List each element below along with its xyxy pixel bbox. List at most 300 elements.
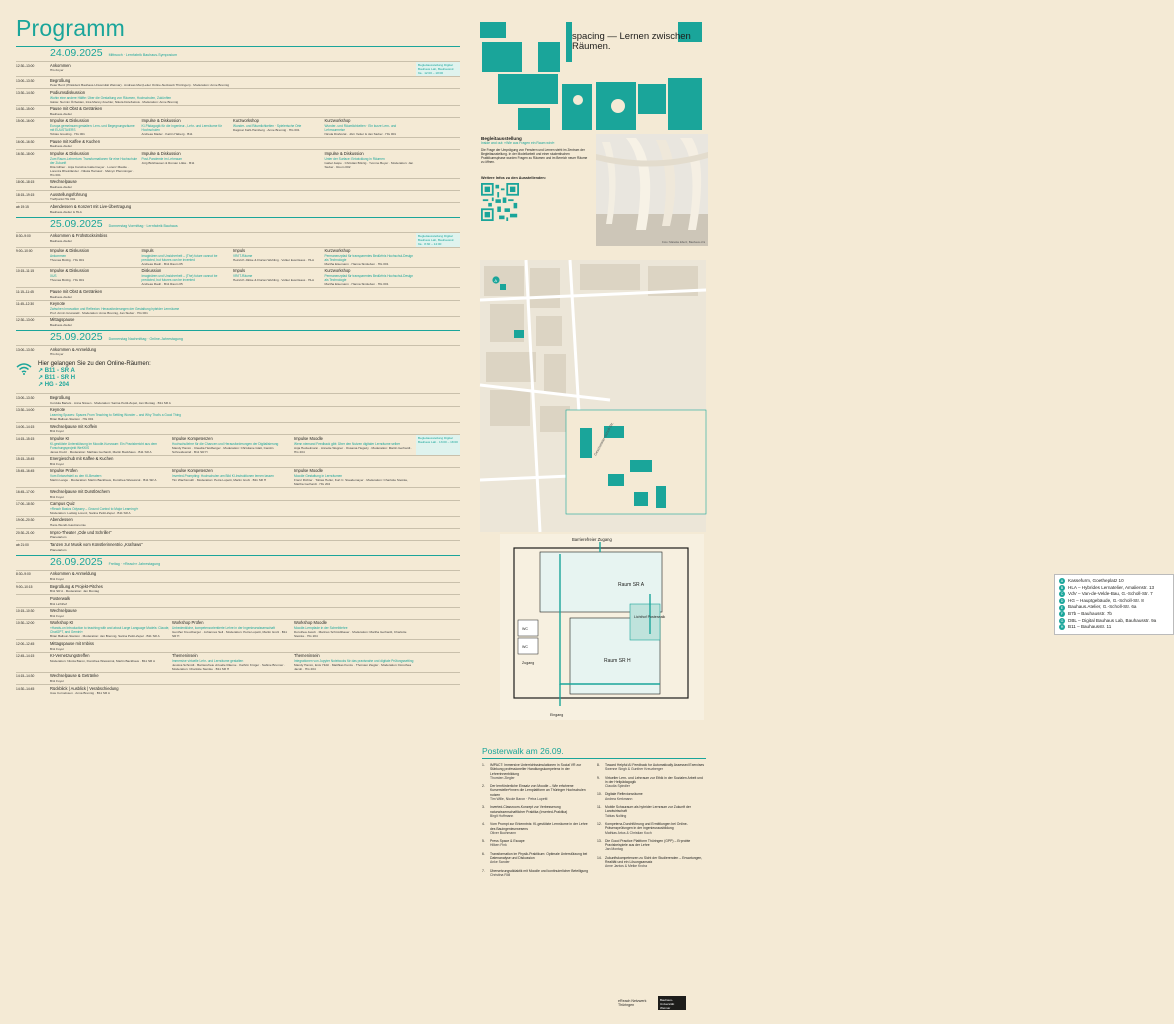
session-cells <box>50 248 416 267</box>
time-slot: 12:30–13:00 <box>16 318 35 323</box>
poster-authors: Oliver Buchmann <box>490 830 517 835</box>
session-cells <box>50 346 416 357</box>
poster-item <box>482 869 591 878</box>
legend-label: B7b – Bauhausstr. 7b <box>1068 610 1112 616</box>
zugang-label: Zugang <box>522 661 535 665</box>
session[interactable] <box>172 468 294 487</box>
session-title: Impuls <box>233 248 246 254</box>
side-spacer <box>416 191 460 202</box>
session-title: Podiumsdiskussion <box>50 89 86 95</box>
poster-body <box>605 792 643 801</box>
session-title: Pause mit Obst & Getränken <box>50 288 103 294</box>
session[interactable] <box>50 248 142 267</box>
session[interactable] <box>50 268 142 287</box>
session-title: Wechselpause <box>50 608 77 614</box>
posterwalk <box>482 746 706 881</box>
session-cells <box>50 317 416 328</box>
session-title: Wechselpause <box>50 179 77 185</box>
schedule-row <box>16 528 460 540</box>
poster-number: 10. <box>597 792 602 797</box>
session-meta: Tobias Greuling · HG 001 <box>50 132 85 137</box>
poster-item <box>597 763 706 772</box>
floorplan-b11 <box>500 534 704 720</box>
session[interactable] <box>142 118 234 137</box>
side-spacer <box>416 653 460 672</box>
session[interactable] <box>325 268 417 287</box>
day-date: 25.09.2025 <box>50 217 103 230</box>
time-slot: 10:30–12:00 <box>16 621 35 626</box>
posterwalk-right <box>597 763 706 881</box>
session-cells <box>50 685 416 696</box>
session-subtitle: Inverted-Prompting: Hochschulen am Bild KI-Instruktionen lernen lassen <box>172 474 274 479</box>
session-title: Posterwalk <box>50 595 71 601</box>
schedule-row <box>16 232 460 247</box>
session-meta: B11 Foyer <box>50 494 65 499</box>
session-title: Impulse & Diskussion <box>50 118 90 124</box>
session[interactable] <box>294 653 416 672</box>
session-meta: B11 SR A · Moderation: Jan Montag <box>50 589 100 594</box>
session[interactable] <box>172 653 294 672</box>
session[interactable] <box>50 488 416 499</box>
session-meta: Nicola Drahozal · Jörn Vetter & Jan Sieber · HG 001 <box>324 132 397 137</box>
poster-authors: Andrea Kerkmann <box>605 796 633 801</box>
time-slot: 18:15–19:15 <box>16 192 35 197</box>
poster-body <box>605 776 706 789</box>
session[interactable] <box>233 268 325 287</box>
session-title: Keynote <box>50 301 66 307</box>
session[interactable] <box>325 118 417 137</box>
side-spacer <box>416 541 460 552</box>
session-meta: Mandy Hamm · Claudia Heidberger · Moderation: Christiane Glatt, Carolin Schneidewind · B11 SR H <box>172 445 274 454</box>
legend-label: B11 – Bauhausstr. 11 <box>1068 624 1112 630</box>
poster-authors: Tim Wille, Nicole Baron · Petra Lupetti <box>490 797 548 802</box>
session-meta: Brian Ballsun-Stanton · HG 001 <box>50 417 94 422</box>
session-title: Keynote <box>50 407 66 413</box>
poster-authors: Anke Sander <box>490 860 510 865</box>
online-rooms-box <box>16 357 460 393</box>
side-spacer <box>416 529 460 540</box>
session-title: Impulse & Diskussion <box>50 150 90 156</box>
time-slot: 14:30–14:45 <box>16 686 35 691</box>
posterwalk-title: Posterwalk am 26.09. <box>482 746 706 759</box>
session[interactable] <box>50 653 172 672</box>
session[interactable] <box>50 150 142 177</box>
schedule-row <box>16 570 460 582</box>
session-cells <box>50 407 416 422</box>
session-subtitle: »Reach Basics Odyssey – Ground Control to Major Learning!« <box>50 506 139 511</box>
time-slot <box>16 595 50 606</box>
session-cells <box>50 583 416 594</box>
schedule-row <box>16 467 460 487</box>
exhibition-info <box>481 136 591 226</box>
poster-body <box>605 822 706 835</box>
side-spacer <box>416 179 460 190</box>
session-subtitle: Immersive virtuelle Lehr- und Lernräume gestalten <box>172 658 244 663</box>
session-meta: Peter Benz (Präsident Bauhaus-Universität Weimar) · Andreas Mai (Leiter Online-Netzwerk Thüringen) · Moderation: Anne Brennig <box>50 83 230 88</box>
session-meta: B11 Foyer <box>50 646 65 651</box>
session-title: Ankommen & Frühstücksimbiss <box>50 233 108 239</box>
session-cells <box>50 423 416 434</box>
poster-title: Zukunftskompetenzen zu Sicht der Studierenden – Erwartungen, Realität und ein Lösungsansatz <box>605 855 703 865</box>
session[interactable] <box>50 583 416 594</box>
legend-item[interactable] <box>1059 585 1169 592</box>
schedule-row <box>16 672 460 684</box>
session[interactable] <box>50 62 416 76</box>
session-meta: Andreas Rauh · B11 Raum 05 <box>141 261 183 266</box>
lichthof-label: Lichthof Posterwalk <box>634 615 666 619</box>
poster-item <box>597 776 706 789</box>
session[interactable] <box>50 179 416 190</box>
session-meta: Prof. Armin Grunwald · Moderation: Anne Brennig, Jan Sieber · HG 001 <box>50 310 148 315</box>
day-header <box>16 47 460 61</box>
session[interactable] <box>294 620 416 639</box>
session[interactable] <box>233 248 325 267</box>
session-cells <box>50 620 416 639</box>
session[interactable] <box>50 407 416 422</box>
day-header <box>16 218 460 232</box>
session-meta: Bauhaus-Atelier <box>50 111 73 116</box>
session-subtitle: Integrationen von Jupyter Notebooks für das praxisnahe und digitale Prüfungssetting <box>294 658 414 663</box>
day-subtitle: Donnerstag Vormittag · Lernfabrik Bauhaus <box>108 223 178 228</box>
session[interactable] <box>50 118 142 137</box>
session[interactable] <box>50 673 416 684</box>
session-meta: Cordula Bartels · Anna Nissen · Moderation: Sarina Pettit-Zepel, Jan Montag · B11 SR A <box>50 400 171 405</box>
schedule-row <box>16 61 460 76</box>
session[interactable] <box>50 288 416 299</box>
side-spacer <box>416 301 460 316</box>
schedule-row <box>16 455 460 467</box>
poster-number: 11. <box>597 805 602 810</box>
session[interactable] <box>50 394 416 405</box>
schedule-row <box>16 117 460 137</box>
poster-authors: Thorsten Ziegler <box>490 775 515 780</box>
session-title: Rückblick | Ausblick | Verabschiedung <box>50 685 119 691</box>
session-title: Wechselpause mit Koffein <box>50 423 98 429</box>
program <box>16 14 460 696</box>
session-meta: B11 Foyer <box>50 679 65 684</box>
session[interactable] <box>294 468 416 487</box>
exhibition-photo <box>596 134 708 246</box>
session[interactable] <box>50 191 416 202</box>
session-cells <box>50 653 416 672</box>
session[interactable] <box>142 268 234 287</box>
schedule-row <box>16 88 460 104</box>
session[interactable] <box>233 150 325 177</box>
session-title: Begrüßung <box>50 394 71 400</box>
side-spacer <box>416 423 460 434</box>
side-spacer <box>416 640 460 651</box>
side-spacer <box>416 77 460 88</box>
time-slot: 15:45–16:45 <box>16 469 35 474</box>
poster-item <box>482 839 591 848</box>
schedule-row <box>16 202 460 214</box>
session-title: Impulse Moodle <box>294 468 323 474</box>
session-title: Begrüßung & Projekt-Pitches <box>50 583 103 589</box>
session[interactable] <box>50 435 172 454</box>
schedule-row <box>16 607 460 619</box>
floorplan-drawing <box>500 534 704 720</box>
poster-number: 1. <box>482 763 485 767</box>
session-title: Impulse & Diskussion <box>141 118 181 124</box>
time-slot: 16:45–17:00 <box>16 489 35 494</box>
session-cells <box>50 268 416 287</box>
poster-number: 6. <box>482 851 485 856</box>
online-room-link[interactable]: ↗ B11 - SR A <box>38 368 75 375</box>
session-title: Diskussion <box>141 268 162 274</box>
schedule-row <box>16 406 460 422</box>
schedule-row <box>16 487 460 499</box>
time-slot: 13:00–13:30 <box>16 78 35 83</box>
poster-item <box>482 852 591 865</box>
time-slot: 13:30–14:00 <box>16 408 35 413</box>
session[interactable] <box>172 620 294 639</box>
legend-label: Bauhaus.Atelier, G.-Scholl-Str. 6a <box>1068 604 1137 610</box>
floorplan-entrance-label: Barrierefreier Zugang <box>572 537 612 542</box>
time-slot: 12:00–12:45 <box>16 641 35 646</box>
schedule-row <box>16 652 460 672</box>
session[interactable] <box>50 138 416 149</box>
legend-item[interactable] <box>1059 598 1169 605</box>
session-title: Tanzen zur Musik vom Künstlerinnentrio „Krafraws“ <box>50 541 143 547</box>
poster-number: 4. <box>482 822 485 827</box>
session[interactable] <box>50 501 416 516</box>
session-cells <box>50 608 416 619</box>
session-meta: B11 Foyer <box>50 613 65 618</box>
legend-label: Kassefurm, Goetheplatz 10 <box>1068 578 1124 583</box>
time-slot: 16:30–18:00 <box>16 151 35 156</box>
poster-authors: Hilken Fink <box>490 843 507 848</box>
time-slot: 9:00–10:00 <box>16 249 33 254</box>
time-slot: 10:15–10:30 <box>16 609 35 614</box>
svg-text:A: A <box>494 277 498 283</box>
session[interactable] <box>50 301 416 316</box>
time-slot: 14:00–14:15 <box>16 424 35 429</box>
poster-body <box>490 869 588 878</box>
poster-authors: Jan Montag <box>605 847 623 852</box>
day-section <box>16 555 460 697</box>
time-slot: 19:00–20:30 <box>16 518 35 523</box>
qr-code-icon[interactable] <box>481 183 519 221</box>
legend-badge: H <box>1060 625 1064 630</box>
session-subtitle: Wenn niemand Feedback gibt: Über den Nutzen digitaler Lernräume selber <box>294 441 401 446</box>
session[interactable] <box>50 541 416 552</box>
session-title: Impulse & Diskussion <box>50 248 90 254</box>
session-meta: Tim Wachsmuth · Moderation: Petra Lupetti, Martin Groß · B11 SR H <box>172 478 267 483</box>
wc-label-1: WC <box>522 627 528 631</box>
legend-item[interactable] <box>1059 618 1169 625</box>
poster-number: 3. <box>482 805 485 810</box>
session[interactable] <box>142 150 234 177</box>
schedule-row <box>16 105 460 117</box>
session-subtitle: Moodle-Lernpfade in der Schreiblehre <box>294 626 348 631</box>
session-meta: Dagmar Kahl-Hamberg · Anne Brennig · HG 001 <box>233 128 300 133</box>
time-slot: 12:45–14:15 <box>16 654 35 658</box>
session[interactable] <box>50 317 416 328</box>
session-meta: Bauhaus-Atelier <box>50 323 73 328</box>
session[interactable] <box>50 106 416 117</box>
session-meta: Heinrich Jöbke & Florian Wehling · Volker Everitsaus · HLA <box>233 257 315 262</box>
time-slot: 13:30–14:30 <box>16 90 35 95</box>
session-title: Workshop Prüfen <box>172 620 204 626</box>
session-cells <box>50 571 416 582</box>
session-title: Begrüßung <box>50 77 71 83</box>
legend-badge: B <box>1060 585 1064 590</box>
footer-logos <box>618 996 686 1010</box>
poster-number: 7. <box>482 868 485 873</box>
session-cells <box>50 150 416 177</box>
schedule-row <box>16 639 460 651</box>
session[interactable] <box>50 89 416 104</box>
session[interactable] <box>294 435 416 454</box>
poster-authors: Anne Jantos & Meike Kroha <box>605 864 648 869</box>
session-title: Ankommen & Anmeldung <box>50 571 97 577</box>
session-title: Impulse Prüfen <box>50 468 78 474</box>
legend-badge: D <box>1060 599 1064 604</box>
session-cells <box>50 89 416 104</box>
poster-item <box>482 805 591 818</box>
poster-title: Virtueller Lern- und Lehrraum zur Ethik in der Sozialen Arbeit und in der Heilpädagogik <box>605 775 703 784</box>
session-cells <box>50 301 416 316</box>
session[interactable] <box>50 517 416 528</box>
time-slot: ab 19:15 <box>16 204 29 209</box>
legend-item[interactable] <box>1059 611 1169 618</box>
session-meta: Gunther Kreuzberger · Johannes Sell · Moderation: Petra Lupetti, Martin Groß · B11 SR H <box>172 630 287 639</box>
session[interactable] <box>50 529 416 540</box>
session-cells <box>50 138 416 149</box>
session-meta: B11 Foyer <box>50 577 65 582</box>
session-meta: Heinrich Jöbke & Florian Wehling · Volker Everitsaus · HLA <box>233 278 315 283</box>
legend-item[interactable] <box>1059 624 1169 631</box>
session[interactable] <box>50 468 172 487</box>
session[interactable] <box>50 456 416 467</box>
poster-body <box>490 839 525 848</box>
poster-authors: Swenne Singh & Gunther Kreuzberger <box>605 767 663 772</box>
legend-label: VdV – Van-de-Velde-Bau, G.-Scholl-Str. 7 <box>1068 591 1153 597</box>
session[interactable] <box>50 685 416 696</box>
online-room-link[interactable]: ↗ HG - 204 <box>38 382 70 389</box>
session[interactable] <box>50 640 416 651</box>
session-subtitle: Zwischen Innovation und Reflexion: Herausforderungen der Gestaltung hybrider Lernräume <box>50 306 180 311</box>
session[interactable] <box>50 608 416 619</box>
schedule-row <box>16 76 460 88</box>
session-title: Ankommen <box>50 62 71 68</box>
day-subtitle: Freitag · »Reach« Jahrestagung <box>108 561 161 566</box>
session[interactable] <box>50 571 416 582</box>
schedule-row <box>16 345 460 357</box>
session-meta: Franz Richter · Tobias Heller, Kurt C. Staudemayer · Moderation: Charlotte Steinke, Martha Gerhardt · HG 204 <box>294 478 409 487</box>
poster-item <box>597 805 706 818</box>
session[interactable] <box>50 203 416 214</box>
session[interactable] <box>50 423 416 434</box>
session[interactable] <box>233 118 325 137</box>
online-room-link[interactable]: ↗ B11 - SR H <box>38 375 76 382</box>
schedule-row <box>16 684 460 696</box>
session[interactable] <box>325 150 417 177</box>
session-meta: Jessica Schmidt · Barrierefreie virtuelle Räume · Kathrin Krüger · Sabine Brunner · Moderation: Charlotte Steinke · B11 SR H <box>172 662 286 671</box>
ereach-logo: eReach Netzwerk Thüringen <box>618 999 647 1007</box>
session[interactable] <box>50 77 416 88</box>
side-spacer <box>416 583 460 594</box>
session-meta: Treffpunkt HG 001 <box>50 197 76 202</box>
day-header <box>16 556 460 570</box>
poster-number: 2. <box>482 784 485 789</box>
legend-item[interactable] <box>1059 604 1169 611</box>
schedule-row <box>16 500 460 516</box>
side-spacer <box>416 595 460 606</box>
poster-body <box>490 805 591 818</box>
session-title: Impulse Kompetenzen <box>172 468 213 474</box>
session-title: KI-Vernetzungstreffen <box>50 653 90 658</box>
side-spacer <box>416 407 460 422</box>
session-subtitle: Hochschullehre für die Chancen und Herausforderungen der Digitalisierung <box>172 441 279 446</box>
poster-title: Toward Helpful AI Feedback for Automatically Assessed Exercises <box>605 763 705 767</box>
session-cells <box>50 517 416 528</box>
exhibition-subtitle: Inside and out: »Wie aus Fragen ein Raum wird« <box>481 141 555 145</box>
session-meta: Gäste: Nermin Özbekian, Inka Manny-Koehler, Nikola Doležalová · Moderation: Anne Brennig <box>50 99 179 104</box>
poster-number: 9. <box>597 775 600 780</box>
schedule-row <box>16 190 460 202</box>
day-date: 24.09.2025 <box>50 47 103 59</box>
poster-number: 12. <box>597 821 602 826</box>
session-cells <box>50 288 416 299</box>
session-title: Energieschub mit Kaffee & Kuchen <box>50 456 114 462</box>
session-meta: Moderation: Ludwig Lorenz, Sarina Pettit-Zepel · B11 SR A <box>50 510 131 515</box>
day-section <box>16 330 460 553</box>
poster-title: Die Good Practice Plattform Thüringen (GPP) – Erprobte Praxisbeispiele aus der Lehre <box>605 838 691 848</box>
session-meta: HG-Foyer <box>50 68 64 73</box>
time-slot: 10:15–11:15 <box>16 269 35 274</box>
session-cells <box>50 179 416 190</box>
poster-title: IMPACT: Immersive Unterrichtssimulationen in Social VR zur Stärkung professioneller Handlungskompetenz in der Lehrerinnenbildung <box>490 763 582 776</box>
legend-item[interactable] <box>1059 578 1169 585</box>
session[interactable] <box>50 346 416 357</box>
posterwalk-columns <box>482 763 706 881</box>
session[interactable] <box>325 248 417 267</box>
session[interactable] <box>50 233 416 247</box>
session-subtitle: Imaginären und Unsicherheit – (The) future cannot be predicted, but futures can be invented <box>141 253 218 262</box>
session-title: Workshop KI <box>50 620 74 626</box>
session-title: Themeninsein <box>294 653 320 658</box>
side-spacer <box>416 468 460 487</box>
session-cells <box>50 595 416 606</box>
session-meta: Hans-Wendt-Gastronomie <box>50 523 86 528</box>
session-title: Impulse & Diskussion <box>141 150 181 156</box>
session-title: Kurzworkshop <box>233 118 259 124</box>
session-subtitle: Wohin eine andere Hälfte: Über die Gestaltung von Räumen, Hochschulen, Zukünften <box>50 95 172 100</box>
session[interactable] <box>50 595 416 606</box>
legend-item[interactable] <box>1059 591 1169 598</box>
poster-body <box>605 856 706 869</box>
poster-title: Mobile Schauraum als hybrider Lernraum zur Zukunft der Landwirtschaft <box>605 805 691 814</box>
session-title: Wechselpause mit Durstlöschern <box>50 488 110 494</box>
session-meta: Janas Kreitz · Moderation: Mathias Gerhardt, Martin Backhaus · B11 SR A <box>50 449 152 454</box>
session-cells <box>50 468 416 487</box>
session-subtitle: Permanenzpfad für transparentes Bedürfnis Hochschul-Design als Technologie <box>324 274 414 283</box>
time-slot: 15:00–16:00 <box>16 119 35 124</box>
schedule-row <box>16 247 460 267</box>
session-title: Workshop Moodle <box>294 620 327 626</box>
session[interactable] <box>50 620 172 639</box>
session[interactable] <box>142 248 234 267</box>
poster-item <box>597 839 706 852</box>
room-sr-a-label: Raum SR A <box>618 582 645 588</box>
time-slot: 14:15–15:15 <box>16 436 35 441</box>
session-subtitle: Wunder- und Räumlichkeiten · Spielerische Orte <box>233 124 302 129</box>
session[interactable] <box>172 435 294 454</box>
session-subtitle: Vom Entwurfsteil zu den KI-Beratern <box>50 474 102 479</box>
session-subtitle: Permanenzpfad für transparentes Bedürfnis Hochschul-Design als Technologie <box>324 253 414 262</box>
schedule-row <box>16 267 460 287</box>
